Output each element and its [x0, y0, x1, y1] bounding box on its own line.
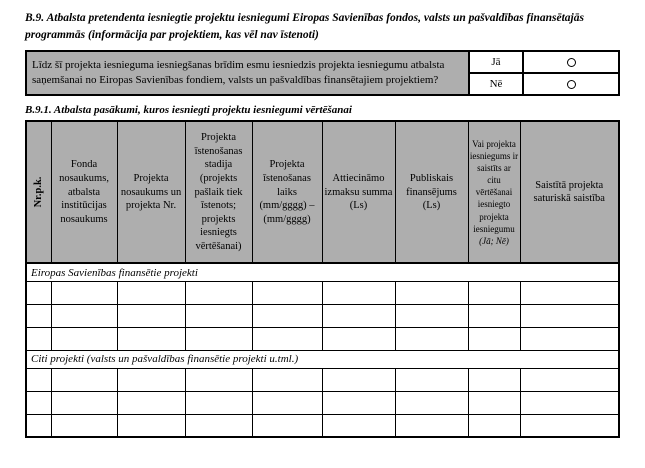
column-header-istenosanas-stadija: Projekta īstenošanas stadija (projekts pašlaik tiek īstenots; projekts iesniegts vērtēšanai) [185, 121, 252, 263]
table-cell [520, 414, 619, 437]
table-cell [395, 327, 468, 350]
table-row [26, 327, 619, 350]
table-row [26, 391, 619, 414]
table-cell [26, 281, 51, 304]
table-cell [117, 327, 185, 350]
table-cell [252, 368, 322, 391]
table-row [26, 414, 619, 437]
table-cell [322, 304, 395, 327]
table-header-row [26, 121, 619, 263]
table-cell [185, 281, 252, 304]
table-cell [117, 281, 185, 304]
table-cell [26, 414, 51, 437]
table-row [26, 304, 619, 327]
question-row-ja [26, 51, 619, 73]
table-cell [117, 414, 185, 437]
table-cell [322, 281, 395, 304]
option-cell-ne[interactable] [523, 73, 619, 95]
table-cell [185, 327, 252, 350]
table-cell [322, 368, 395, 391]
table-cell [468, 327, 520, 350]
table-cell [185, 368, 252, 391]
table-cell [322, 327, 395, 350]
table-cell [468, 368, 520, 391]
table-cell [395, 414, 468, 437]
table-cell [520, 368, 619, 391]
option-cell-ja[interactable] [523, 51, 619, 73]
table-cell [117, 391, 185, 414]
section-label-citi-projekti: Citi projekti (valsts un pašvaldības finansētie projekti u.tml.) [26, 350, 619, 368]
column-header-saistiba: Saistītā projekta saturiskā saistība [520, 121, 619, 263]
column-header-vai-saistits-suffix: (Jā; Nē) [479, 235, 509, 246]
table-cell [26, 391, 51, 414]
table-cell [252, 414, 322, 437]
table-cell [26, 327, 51, 350]
table-cell [520, 327, 619, 350]
section-title: B.9. Atbalsta pretendenta iesniegtie projektu iesniegumi Eiropas Savienības fondos, valsts un pašvaldības finansētajās programmās (informācija par projektiem, kas vēl nav īstenoti) [25, 12, 584, 41]
table-cell [322, 414, 395, 437]
question-block [25, 50, 620, 96]
table-cell [51, 281, 117, 304]
question-text: Līdz šī projekta iesnieguma iesniegšanas brīdim esmu iesniedzis projekta iesniegumu atbalsta saņemšanai no Eiropas Savienības fondiem, valsts un pašvaldības finansētajiem projektiem? [26, 51, 469, 95]
table-cell [117, 368, 185, 391]
table-cell [520, 391, 619, 414]
option-label-ja: Jā [469, 51, 523, 73]
table-cell [252, 327, 322, 350]
table-cell [395, 281, 468, 304]
column-header-nrpk-label: Nr.p.k. [32, 176, 44, 208]
projects-table [25, 120, 620, 438]
column-header-vai-saistits [468, 121, 520, 263]
column-header-istenosanas-laiks: Projekta īstenošanas laiks (mm/gggg) – (mm/gggg) [252, 121, 322, 263]
column-header-vai-saistits-label: Vai projekta iesniegums ir saistīts ar citu vērtēšanai iesniegto projekta iesniegumu [469, 138, 519, 234]
table-row [26, 368, 619, 391]
option-label-ne: Nē [469, 73, 523, 95]
table-row [26, 281, 619, 304]
table-cell [51, 304, 117, 327]
table-cell [185, 414, 252, 437]
subsection-title: B.9.1. Atbalsta pasākumi, kuros iesniegti projektu iesniegumi vērtēšanai [25, 104, 352, 117]
column-header-attiecinamo-izmaksu: Attiecināmo izmaksu summa (Ls) [322, 121, 395, 263]
table-cell [468, 304, 520, 327]
ne-radio-button[interactable] [567, 80, 576, 89]
table-cell [520, 304, 619, 327]
table-cell [252, 391, 322, 414]
table-cell [51, 391, 117, 414]
column-header-projekta-nosaukums: Projekta nosaukums un projekta Nr. [117, 121, 185, 263]
table-cell [468, 281, 520, 304]
table-cell [51, 414, 117, 437]
table-cell [26, 304, 51, 327]
table-cell [520, 281, 619, 304]
table-cell [395, 368, 468, 391]
table-cell [395, 391, 468, 414]
table-cell [468, 391, 520, 414]
table-cell [117, 304, 185, 327]
column-header-fonda-nosaukums: Fonda nosaukums, atbalsta institūcijas nosaukums [51, 121, 117, 263]
column-header-nrpk [26, 121, 51, 263]
table-cell [252, 304, 322, 327]
section-row-es-projekti [26, 263, 619, 281]
table-cell [51, 327, 117, 350]
table-cell [252, 281, 322, 304]
table-cell [468, 414, 520, 437]
table-cell [322, 391, 395, 414]
table-cell [26, 368, 51, 391]
table-cell [51, 368, 117, 391]
section-row-citi-projekti [26, 350, 619, 368]
table-cell [185, 391, 252, 414]
ja-radio-button[interactable] [567, 58, 576, 67]
table-cell [185, 304, 252, 327]
column-header-publiskais-finansejums: Publiskais finansējums (Ls) [395, 121, 468, 263]
section-label-es-projekti: Eiropas Savienības finansētie projekti [26, 263, 619, 281]
table-cell [395, 304, 468, 327]
